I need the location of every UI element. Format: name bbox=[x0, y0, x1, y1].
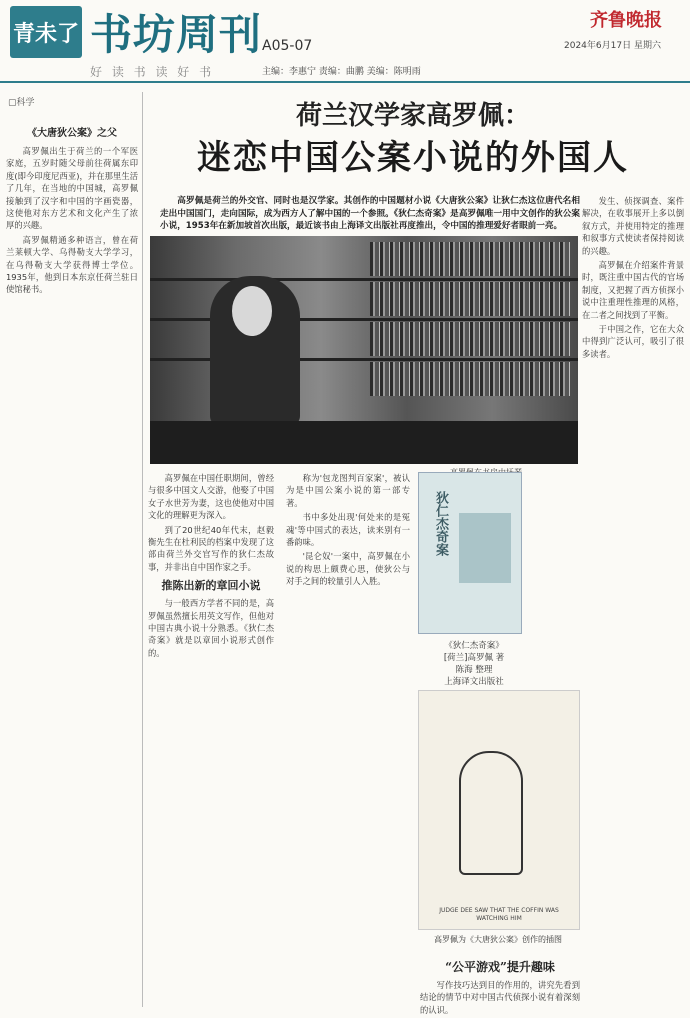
illustration-text: JUDGE DEE SAW THAT THE COFFIN WAS WATCHING HIM bbox=[439, 907, 559, 922]
book-cover bbox=[418, 472, 522, 634]
book-caption-line: 陈海 整理 bbox=[455, 665, 493, 675]
body-column-3 bbox=[286, 472, 410, 1007]
book-caption-line: 《狄仁杰奇案》 bbox=[444, 641, 504, 651]
body-paragraph: 书中多处出现'何处来的是冤魂'等中国式的表达，读来别有一番韵味。 bbox=[286, 512, 410, 548]
body-paragraph: 于中国之作，它在大众中得到广泛认可，吸引了很多读者。 bbox=[582, 324, 684, 359]
illustration-figure bbox=[459, 751, 523, 875]
body-paragraph: '昆仑奴'一案中，高罗佩在小说的构思上颇费心思，使狄公与对手之间的较量引人入胜。 bbox=[286, 551, 410, 587]
left-article bbox=[6, 124, 138, 1006]
masthead-rule bbox=[0, 81, 690, 83]
bookshelf-row bbox=[370, 282, 570, 316]
headline-main: 迷恋中国公案小说的外国人 bbox=[197, 138, 629, 178]
illustration-caption: 高罗佩为《大唐狄公案》创作的插图 bbox=[434, 935, 562, 944]
left-subhead: 《大唐狄公案》之父 bbox=[27, 128, 117, 139]
book-cover-title: 狄仁杰奇案 bbox=[433, 491, 448, 556]
body-paragraph: 发生、侦探调查、案件解决，在收事展开上多以倒叙方式，并使用特定的推理和叙事方式使读者保持阅读的兴趣。 bbox=[582, 196, 684, 256]
body-column-2 bbox=[148, 472, 274, 1007]
body-paragraph: 写作技巧达到目的作用的，讲究先看到结论的情节中对中国古代侦探小说有着深刻的认识。 bbox=[420, 980, 580, 1015]
shelf-line bbox=[150, 278, 578, 281]
author-photo bbox=[150, 236, 578, 464]
book-caption-line: 上海译文出版社 bbox=[444, 677, 504, 687]
bookshelf-row bbox=[370, 322, 570, 356]
column-title: 书坊周刊 bbox=[90, 10, 263, 59]
logo: 青未了 bbox=[10, 6, 82, 58]
editors-line: 主编：李惠宁 责编：曲鹏 美编：陈明雨 bbox=[262, 67, 421, 77]
dateline: 2024年6月17日 星期六 bbox=[564, 41, 661, 51]
body-paragraph: 高罗佩在中国任职期间，曾经与很多中国文人交游，他娶了中国女子水世芳为妻，这也使他对中国文化的理解更为深入。 bbox=[148, 473, 274, 521]
bottom-section bbox=[420, 958, 580, 1018]
left-paragraph: 高罗佩出生于荷兰的一个军医家庭，五岁时随父母前往荷属东印度(即今印度尼西亚)，并在那里生活了几年，在当地的中国城，高罗佩接触到了汉字和中国的字画瓷器，这使他对东方艺术和文化产生了浓厚的兴趣。 bbox=[6, 146, 138, 231]
left-paragraph: 高罗佩精通多种语言，曾在荷兰莱顿大学、乌得勒支大学学习，在乌得勒支大学获得博士学位。1935年，他到日本东京任荷兰驻日使馆秘书。 bbox=[6, 234, 138, 295]
man-face bbox=[232, 286, 272, 336]
desk bbox=[150, 421, 578, 464]
body-paragraph: 到了20世纪40年代末，赵毅衡先生在杜利民的档案中发现了这部由荷兰外交官写作的狄仁杰故事，并非出自中国作家之手。 bbox=[148, 524, 274, 572]
body-paragraph: 称为'包龙图判百家案'，被认为是中国公案小说的第一部专著。 bbox=[286, 473, 410, 508]
column-divider bbox=[142, 92, 143, 1007]
illustration bbox=[418, 690, 580, 930]
bookshelf-row bbox=[370, 242, 570, 276]
bookshelf-row bbox=[370, 362, 570, 396]
slogan: 好 读 书 读 好 书 bbox=[90, 65, 215, 79]
lead-paragraph: 高罗佩是荷兰的外交官、同时也是汉学家。其创作的中国题材小说《大唐狄公案》让狄仁杰这位唐代名相走出中国国门，走向国际，成为西方人了解中国的一个参照。《狄仁杰奇案》是高罗佩唯一用中文创作的狄公案小说，1953年在新加坡首次出版，最近该书由上海译文出版社再度推出，令中国的推理爱好者眼前一亮。 bbox=[160, 196, 580, 231]
headline-kicker: 荷兰汉学家高罗佩： bbox=[295, 101, 530, 131]
newspaper-brand: 齐鲁晚报 bbox=[590, 10, 662, 31]
section-subhead: “公平游戏”提升趣味 bbox=[445, 960, 555, 974]
book-caption bbox=[418, 640, 530, 688]
body-paragraph: 与一般西方学者不同的是，高罗佩虽然擅长用英文写作，但他对中国古典小说十分熟悉。《狄仁杰奇案》就是以章回小说形式创作的。 bbox=[148, 598, 274, 658]
section-label: ▢科学 bbox=[8, 98, 35, 108]
page-code: A05-07 bbox=[262, 38, 313, 54]
body-paragraph: 高罗佩在介绍案件背景时，既注重中国古代的官场制度，又把握了西方侦探小说中注重理性推理的风格，在二者之间找到了平衡。 bbox=[582, 260, 684, 320]
section-subhead: 推陈出新的章回小说 bbox=[161, 579, 261, 593]
book-caption-line: [荷兰]高罗佩 著 bbox=[443, 653, 505, 663]
right-column bbox=[582, 195, 684, 1007]
book-cover-art bbox=[459, 513, 511, 583]
